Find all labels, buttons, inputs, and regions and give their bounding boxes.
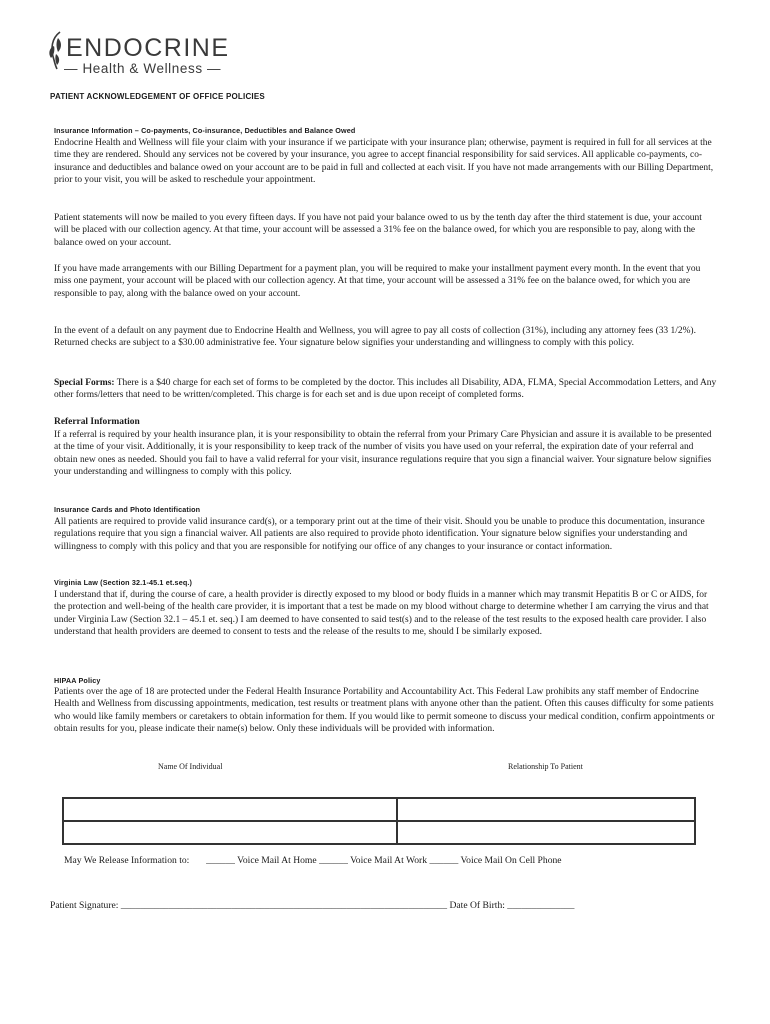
table-cell-name-2[interactable] — [63, 821, 397, 844]
insurance-paragraph-1: Endocrine Health and Wellness will file your claim with your insurance if we participate with your insurance plan; otherwise, payment is required in full for all services at the time they are rendered. Should any services not be covered by your insurance, you agree to accept financial responsibility for said services. All applicable co-payments, co-insurance and deductibles and balance owed on your account are to be paid in full and collected at each visit. If you have not made arrangements with our Billing Department, prior to your visit, you will be asked to reschedule your appointment. — [54, 138, 714, 186]
column-header-relationship: Relationship To Patient — [508, 762, 583, 771]
release-option-work[interactable]: ______ Voice Mail At Work — [319, 855, 428, 866]
table-cell-name-1[interactable] — [63, 798, 397, 821]
authorized-individuals-table — [62, 797, 696, 845]
insurance-cards-heading: Insurance Cards and Photo Identification — [54, 505, 201, 514]
special-forms-paragraph — [54, 377, 718, 402]
insurance-cards-paragraph: All patients are required to provide valid insurance card(s), or a temporary print out at the time of their visit. Should you be unable to produce this documentation, insurance regulations require that you sign a financial waiver. All patients are also required to provide photo identification. Your signature below signifies your understanding and willingness to comply with this policy and that you are responsible for notifying our office of any changes to your insurance or contact information. — [54, 517, 705, 552]
leaf-icon — [46, 30, 66, 70]
referral-heading: Referral Information — [54, 417, 140, 427]
patient-signature-field[interactable]: Patient Signature: ____________________________________________________________________ — [50, 900, 448, 911]
logo — [46, 28, 236, 78]
referral-paragraph: If a referral is required by your health insurance plan, it is your responsibility to obtain the referral from your Primary Care Physician and assure it is available to be presented at the time of your visit. Additionally, it is your responsibility to keep track of the number of visits you have used on your referral, the expiration date of your referral and obtain new ones as needed. Should you fail to have a valid referral for your visit, insurance regulations require that you sign a financial waiver. Your signature below signifies your understanding and willingness to comply with this policy. — [54, 430, 712, 478]
virginia-heading: Virginia Law (Section 32.1-45.1 et.seq.) — [54, 578, 193, 587]
release-information-row — [64, 855, 562, 866]
date-of-birth-field[interactable]: Date Of Birth: ______________ — [449, 900, 575, 911]
special-forms-text: There is a $40 charge for each set of forms to be completed by the doctor. This includes all Disability, ADA, FLMA, Special Accommodation Letters, and Any other forms/letters that need to be written/completed. This charge is for each set and is due upon receipt of completed forms. — [54, 378, 717, 401]
hipaa-paragraph: Patients over the age of 18 are protected under the Federal Health Insurance Portability and Accountability Act. This Federal Law prohibits any staff member of Endocrine Health and Wellness from discussing appointments, medication, test results or treatment plans with anyone other than the patient. Often this causes difficulty for some patients who would like family members or caretakers to obtain information for them. If you would like to permit someone to discuss your medical condition, confirm appointments or obtain results for you, please indicate their name(s) below. Only these individuals will be provided with information. — [54, 687, 715, 735]
release-option-cell[interactable]: ______ Voice Mail On Cell Phone — [429, 855, 562, 866]
hipaa-heading: HIPAA Policy — [54, 676, 101, 685]
table-cell-relationship-1[interactable] — [397, 798, 695, 821]
logo-name: ENDOCRINE — [66, 34, 230, 62]
insurance-paragraph-4: In the event of a default on any payment due to Endocrine Health and Wellness, you will agree to pay all costs of collection (31%), including any attorney fees (33 1/2%). Returned checks are subject to a $30.00 administrative fee. Your signature below signifies your understanding and willingness to comply with this policy. — [54, 326, 696, 349]
document-title: PATIENT ACKNOWLEDGEMENT OF OFFICE POLICIES — [50, 92, 265, 101]
logo-tagline: — Health & Wellness — — [64, 61, 222, 76]
special-forms-label: Special Forms: — [54, 378, 115, 388]
column-header-name: Name Of Individual — [158, 762, 223, 771]
table-cell-relationship-2[interactable] — [397, 821, 695, 844]
release-label: May We Release Information to: — [64, 855, 190, 866]
insurance-paragraph-3: If you have made arrangements with our Billing Department for a payment plan, you will be required to make your installment payment every month. In the event that you miss one payment, your account will be placed with our collection agency. At that time, your account will be assessed a 31% fee on the balance owed, for which you are responsible to pay, along with the balance owed on your account. — [54, 264, 701, 299]
insurance-paragraph-2: Patient statements will now be mailed to you every fifteen days. If you have not paid your balance owed to us by the tenth day after the third statement is due, your account will be placed with our collection agency. At that time, your account will be assessed a 31% fee on the balance owed, for which you are responsible to pay, along with the balance owed on your account. — [54, 213, 702, 248]
insurance-heading: Insurance Information – Co-payments, Co-insurance, Deductibles and Balance Owed — [54, 126, 356, 135]
virginia-paragraph: I understand that if, during the course of care, a health provider is directly exposed to my blood or body fluids in a manner which may transmit Hepatitis B or C or AIDS, for the protection and well-being of the health care provider, it is important that a test be made on my blood without charge to determine whether I am carrying the virus and that under Virginia Law (Section 32.1 – 45.1 et. seq.) I am deemed to have consented to said test(s) and to the release of the test results to the exposed health care provider. I also understand that health providers are deemed to consent to tests and the release of the results to me, should I be similarly exposed. — [54, 590, 709, 638]
release-option-home[interactable]: ______ Voice Mail At Home — [206, 855, 317, 866]
signature-row — [50, 900, 574, 911]
